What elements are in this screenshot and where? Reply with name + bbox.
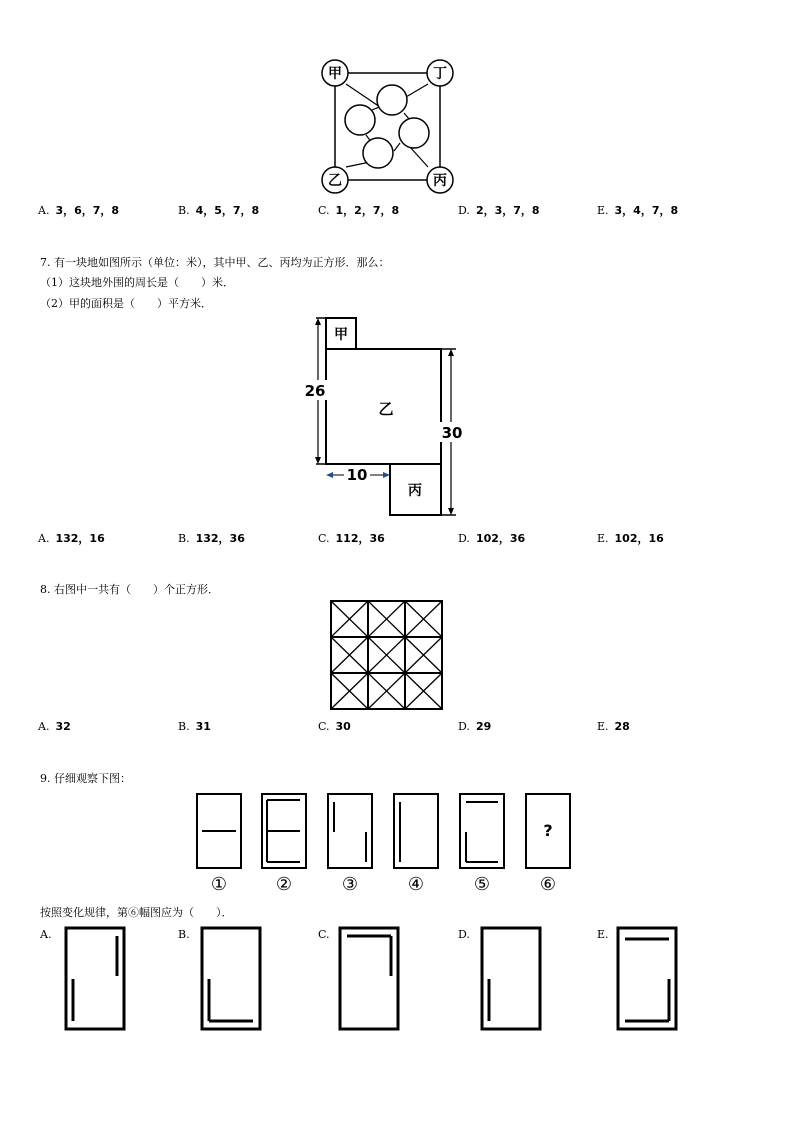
q7-option-a[interactable]: A. 132，16 bbox=[38, 532, 105, 545]
q9-option-b-figure[interactable] bbox=[198, 924, 268, 1034]
q8-figure bbox=[328, 598, 444, 712]
q9-number-2: ② bbox=[275, 874, 293, 895]
q6-corner-yi: 乙 bbox=[328, 173, 342, 189]
q6-inner-circle-2 bbox=[345, 105, 375, 135]
q8-stem: 8. 右图中一共有（ ）个正方形． bbox=[40, 583, 219, 596]
q9-option-e-label[interactable]: E. bbox=[597, 928, 609, 941]
q7-option-b[interactable]: B. 132，36 bbox=[178, 532, 245, 545]
q7-sub2: （2）甲的面积是（ ）平方米． bbox=[40, 297, 212, 310]
q6-inner-circle-4 bbox=[363, 138, 393, 168]
q9-option-c-figure[interactable] bbox=[336, 924, 406, 1034]
q7-sub1: （1）这块地外围的周长是（ ）米． bbox=[40, 276, 234, 289]
q9-option-d-label[interactable]: D. bbox=[458, 928, 470, 941]
q7-dim-right: 30 bbox=[441, 424, 463, 442]
q8-option-c[interactable]: C. 30 bbox=[318, 720, 351, 733]
q6-option-b[interactable]: B. 4，5，7，8 bbox=[178, 204, 260, 217]
q8-option-b[interactable]: B. 31 bbox=[178, 720, 211, 733]
q7-label-yi: 乙 bbox=[378, 400, 394, 418]
q7-option-d[interactable]: D. 102，36 bbox=[458, 532, 526, 545]
q9-option-e-figure[interactable] bbox=[614, 924, 684, 1034]
q8-option-e[interactable]: E. 28 bbox=[597, 720, 630, 733]
q6-inner-circle-1 bbox=[377, 85, 407, 115]
q9-option-d-figure[interactable] bbox=[478, 924, 548, 1034]
q6-option-d[interactable]: D. 2，3，7，8 bbox=[458, 204, 540, 217]
q8-option-d[interactable]: D. 29 bbox=[458, 720, 492, 733]
q7-dim-left: 26 bbox=[304, 382, 326, 400]
q7-option-c[interactable]: C. 112，36 bbox=[318, 532, 385, 545]
q7-label-bing: 丙 bbox=[408, 483, 422, 499]
q9-number-3: ③ bbox=[341, 874, 359, 895]
q6-inner-circle-3 bbox=[399, 118, 429, 148]
q9-sequence-figure bbox=[190, 790, 580, 898]
q6-corner-bing: 丙 bbox=[433, 173, 447, 189]
q9-number-1: ① bbox=[210, 874, 228, 895]
q6-corner-ding: 丁 bbox=[433, 66, 447, 82]
q6-option-e[interactable]: E. 3，4，7，8 bbox=[597, 204, 679, 217]
q7-label-jia: 甲 bbox=[334, 327, 348, 343]
q6-option-a[interactable]: A. 3，6，7，8 bbox=[38, 204, 120, 217]
q9-option-b-label[interactable]: B. bbox=[178, 928, 190, 941]
q9-option-a-label[interactable]: A. bbox=[40, 928, 52, 941]
q8-option-a[interactable]: A. 32 bbox=[38, 720, 71, 733]
q9-stem: 9. 仔细观察下图： bbox=[40, 772, 131, 785]
q7-option-e[interactable]: E. 102，16 bbox=[597, 532, 664, 545]
q9-number-4: ④ bbox=[407, 874, 425, 895]
q6-option-c[interactable]: C. 1，2，7，8 bbox=[318, 204, 400, 217]
q7-figure bbox=[300, 312, 470, 522]
q9-number-6: ⑥ bbox=[539, 874, 557, 895]
q6-figure bbox=[310, 55, 460, 200]
q9-option-c-label[interactable]: C. bbox=[318, 928, 330, 941]
q9-option-a-figure[interactable] bbox=[62, 924, 132, 1034]
q9-prompt: 按照变化规律，第⑥幅图应为（ ）． bbox=[40, 906, 233, 919]
q7-stem: 7. 有一块地如图所示（单位：米），其中甲、乙、丙均为正方形．那么： bbox=[40, 256, 390, 269]
q7-dim-bottom: 10 bbox=[346, 466, 368, 484]
q9-number-5: ⑤ bbox=[473, 874, 491, 895]
q6-corner-jia: 甲 bbox=[328, 66, 342, 82]
q9-question-mark: ? bbox=[543, 821, 553, 840]
